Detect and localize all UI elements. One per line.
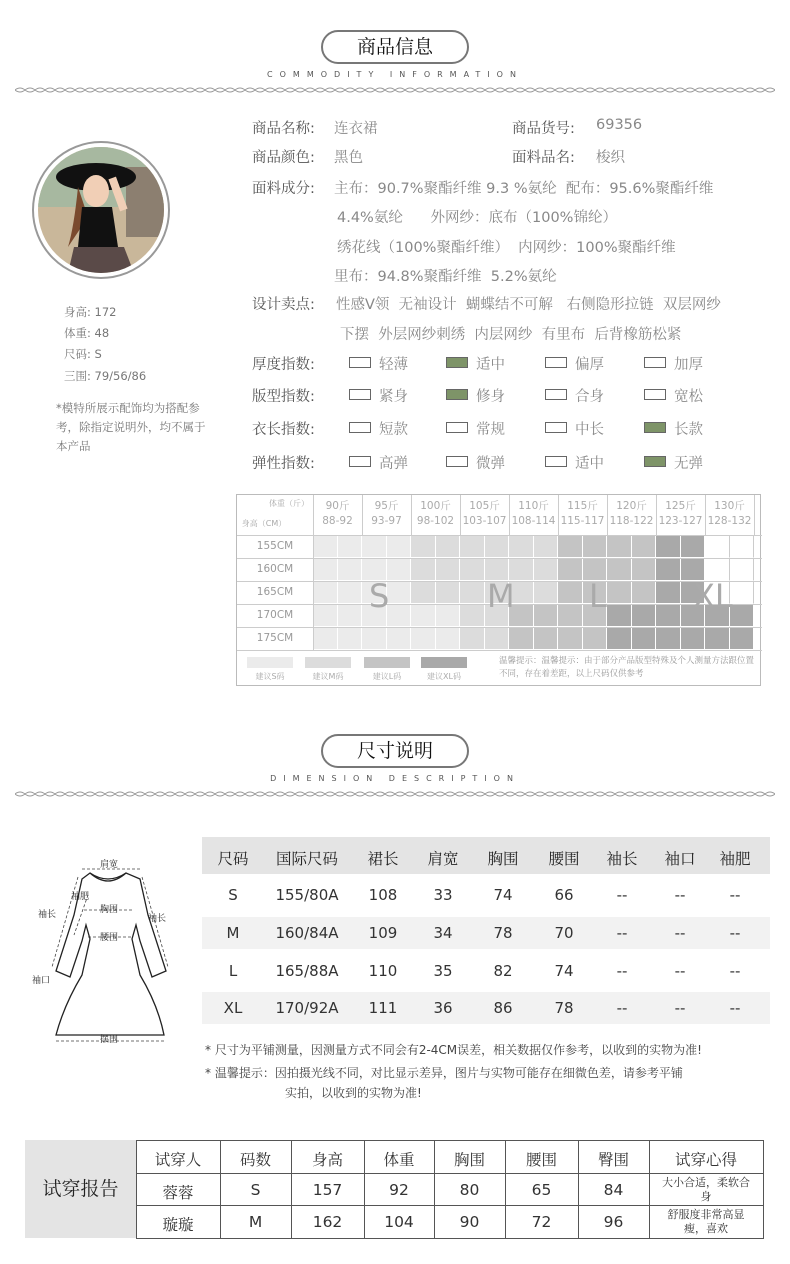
dimension-cell: --	[729, 962, 741, 980]
matrix-cell	[656, 535, 681, 558]
matrix-cell	[485, 535, 510, 558]
matrix-gridline	[237, 558, 762, 559]
matrix-cell	[387, 627, 412, 650]
matrix-cell	[656, 604, 681, 627]
trial-header-cell: 码数	[239, 1151, 271, 1169]
matrix-gridline	[237, 535, 762, 536]
matrix-gridline	[237, 650, 762, 651]
trial-cell: 72	[531, 1213, 552, 1231]
dimension-cell: --	[729, 886, 741, 904]
dimension-header-cell: 肩宽	[427, 850, 459, 868]
dimension-cell: --	[674, 962, 686, 980]
index-option: 轻薄	[379, 357, 408, 373]
matrix-cell	[338, 581, 363, 604]
dimension-header-cell: 胸围	[487, 850, 519, 868]
dimension-cell: 111	[368, 999, 398, 1017]
dimension-note: * 尺寸为平铺测量，因测量方式不同会有2-4CM误差，相关数据仅作参考，以收到的实物为准!	[205, 1043, 702, 1057]
trial-cell: 96	[603, 1213, 624, 1231]
trial-cell: 157	[312, 1181, 343, 1199]
matrix-cell	[656, 627, 681, 650]
matrix-weight-range: 118-122	[609, 515, 654, 527]
diagram-label-sleeve-right: 袖长	[148, 914, 167, 924]
matrix-cell	[632, 581, 657, 604]
dimension-note: * 温馨提示：因拍摄光线不同，对比显示差异，图片与实物可能存在细微色差，请参考平铺	[205, 1066, 683, 1080]
dimension-cell: 86	[493, 999, 513, 1017]
dimension-cell: --	[674, 886, 686, 904]
trial-cell: 蓉蓉	[162, 1184, 194, 1202]
matrix-legend-swatch	[364, 657, 410, 668]
matrix-cell	[607, 558, 632, 581]
matrix-cell	[460, 558, 485, 581]
design-line: 性感V领 无袖设计 蝴蝶结不可解 右侧隐形拉链 双层网纱	[336, 297, 721, 313]
matrix-tip: 温馨提示：温馨提示：由于部分产品版型特殊及个人测量方法跟位置不同，存在着差距，以上尺码仅供参考	[499, 656, 755, 679]
dimension-cell: --	[729, 924, 741, 942]
matrix-cell	[632, 535, 657, 558]
matrix-height-label: 165CM	[256, 586, 294, 598]
index-checkbox	[446, 456, 468, 467]
matrix-size-letter: L	[589, 577, 607, 615]
index-option: 中长	[575, 422, 604, 438]
index-option: 无弹	[674, 456, 703, 472]
matrix-cell	[681, 535, 706, 558]
matrix-cell	[534, 627, 559, 650]
matrix-cell	[411, 535, 436, 558]
dimension-cell: 82	[493, 962, 513, 980]
matrix-cell	[607, 581, 632, 604]
trial-cell: 80	[459, 1181, 480, 1199]
matrix-cell	[730, 535, 755, 558]
index-checkbox	[644, 456, 666, 467]
matrix-cell	[387, 535, 412, 558]
section-title-dimension: 尺寸说明	[321, 734, 469, 768]
matrix-cell	[509, 627, 534, 650]
matrix-cell	[730, 558, 755, 581]
trial-report-title: 试穿报告	[25, 1140, 136, 1238]
matrix-weight-range: 115-117	[560, 515, 605, 527]
section-subtitle-dimension: DIMENSION DESCRIPTION	[270, 774, 520, 783]
trial-header-cell: 身高	[311, 1151, 343, 1169]
index-option: 适中	[575, 456, 604, 472]
matrix-weight-label: 120斤	[616, 500, 647, 512]
index-option: 紧身	[379, 389, 408, 405]
matrix-legend-label: 建议S码	[255, 672, 285, 681]
index-option: 适中	[476, 357, 505, 373]
matrix-cell	[534, 604, 559, 627]
matrix-size-letter: M	[487, 577, 515, 615]
diagram-label-waist: 腰围	[100, 933, 119, 943]
dimension-cell: 70	[554, 924, 574, 942]
model-size: 尺码: S	[64, 347, 102, 361]
section-title-commodity: 商品信息	[321, 30, 469, 64]
matrix-weight-range: 88-92	[322, 515, 353, 527]
matrix-cell	[558, 558, 583, 581]
fabric-value: 梭织	[596, 150, 625, 166]
matrix-weight-label: 130斤	[714, 500, 745, 512]
dimension-cell: 155/80A	[275, 886, 339, 904]
matrix-cell	[411, 604, 436, 627]
index-option: 宽松	[674, 389, 703, 405]
dimension-cell: 66	[554, 886, 574, 904]
matrix-weight-label: 115斤	[567, 500, 598, 512]
matrix-cell	[338, 535, 363, 558]
diagram-label-sleeve-left: 袖长	[38, 910, 57, 920]
matrix-cell	[485, 627, 510, 650]
trial-cell: 92	[389, 1181, 409, 1199]
index-option: 加厚	[674, 357, 703, 373]
index-label: 衣长指数:	[252, 422, 315, 438]
index-label: 厚度指数:	[252, 357, 315, 373]
index-checkbox	[545, 422, 567, 433]
matrix-legend-swatch	[421, 657, 467, 668]
trial-header-cell: 腰围	[525, 1151, 557, 1169]
wave-divider	[15, 790, 775, 798]
trial-cell: 璇璇	[162, 1216, 194, 1234]
dimension-cell: --	[674, 924, 686, 942]
composition-line: 绣花线（100%聚酯纤维） 内网纱：100%聚酯纤维	[337, 240, 676, 256]
index-checkbox	[349, 357, 371, 368]
matrix-weight-label: 105斤	[469, 500, 500, 512]
matrix-weight-range: 123-127	[658, 515, 703, 527]
trial-gridline	[136, 1140, 764, 1141]
matrix-height-label: 175CM	[256, 632, 294, 644]
dimension-header-cell: 尺码	[217, 850, 249, 868]
composition-line: 里布：94.8%聚酯纤维 5.2%氨纶	[334, 269, 557, 285]
index-label: 版型指数:	[252, 389, 315, 405]
trial-cell: 65	[531, 1181, 552, 1199]
dimension-header-cell: 袖长	[606, 850, 638, 868]
matrix-cell	[436, 535, 461, 558]
dimension-header-cell: 腰围	[548, 850, 580, 868]
matrix-weight-range: 93-97	[371, 515, 402, 527]
matrix-cell	[411, 581, 436, 604]
matrix-cell	[656, 581, 681, 604]
composition-line: 4.4%氨纶 外网纱：底布（100%锦纶）	[337, 210, 617, 226]
index-checkbox	[644, 422, 666, 433]
matrix-cell	[558, 581, 583, 604]
index-option: 合身	[575, 389, 604, 405]
matrix-corner-bottom: 身高（CM）	[241, 519, 287, 528]
matrix-cell	[362, 535, 387, 558]
dimension-note: 实拍，以收到的实物为准!	[285, 1086, 422, 1100]
color-label: 商品颜色:	[252, 150, 315, 166]
dimension-cell: 78	[554, 999, 574, 1017]
matrix-cell	[730, 581, 755, 604]
trial-cell: 162	[312, 1213, 343, 1231]
matrix-legend-label: 建议L码	[372, 672, 402, 681]
index-option: 长款	[674, 422, 703, 438]
model-note: *模特所展示配饰均为搭配参考，除指定说明外，均不属于本产品	[56, 401, 206, 453]
matrix-size-letter: XL	[693, 577, 733, 615]
index-checkbox	[545, 357, 567, 368]
matrix-cell	[436, 604, 461, 627]
trial-gridline	[763, 1140, 764, 1238]
trial-header-cell: 试穿人	[154, 1151, 202, 1169]
matrix-cell	[411, 627, 436, 650]
dimension-cell: --	[729, 999, 741, 1017]
matrix-cell	[362, 627, 387, 650]
index-checkbox	[349, 389, 371, 400]
matrix-cell	[411, 558, 436, 581]
matrix-weight-label: 110斤	[518, 500, 549, 512]
dimension-cell: 35	[433, 962, 453, 980]
matrix-cell	[558, 627, 583, 650]
trial-cell: 104	[384, 1213, 414, 1231]
matrix-cell	[436, 581, 461, 604]
design-label: 设计卖点:	[252, 297, 315, 313]
trial-header-cell: 胸围	[453, 1151, 485, 1169]
matrix-cell	[460, 627, 485, 650]
matrix-cell	[387, 604, 412, 627]
dimension-cell: 34	[433, 924, 453, 942]
trial-cell: M	[248, 1213, 263, 1231]
matrix-cell	[387, 558, 412, 581]
matrix-gridline	[754, 495, 755, 535]
index-option: 高弹	[379, 456, 408, 472]
matrix-weight-label: 95斤	[374, 500, 399, 512]
matrix-height-label: 170CM	[256, 609, 294, 621]
fabric-label: 面料品名:	[512, 150, 575, 166]
dimension-cell: --	[674, 999, 686, 1017]
dimension-cell: --	[616, 924, 628, 942]
dimension-cell: 165/88A	[275, 962, 339, 980]
model-height: 身高: 172	[64, 305, 117, 319]
matrix-cell	[632, 558, 657, 581]
index-checkbox	[644, 357, 666, 368]
index-label: 弹性指数:	[252, 456, 315, 472]
trial-header-cell: 体重	[383, 1151, 415, 1169]
matrix-cell	[313, 581, 338, 604]
trial-cell: 舒服度非常高显瘦，喜欢	[667, 1208, 745, 1236]
dimension-header-cell: 袖口	[664, 850, 696, 868]
matrix-cell	[313, 627, 338, 650]
matrix-cell	[313, 604, 338, 627]
matrix-cell	[607, 627, 632, 650]
matrix-cell	[730, 604, 755, 627]
index-option: 短款	[379, 422, 408, 438]
index-option: 微弹	[476, 456, 505, 472]
matrix-cell	[705, 535, 730, 558]
name-label: 商品名称:	[252, 121, 315, 137]
dimension-cell: --	[616, 886, 628, 904]
trial-header-cell: 试穿心得	[674, 1151, 737, 1169]
matrix-height-label: 160CM	[256, 563, 294, 575]
matrix-weight-range: 108-114	[511, 515, 556, 527]
matrix-cell	[632, 604, 657, 627]
index-option: 偏厚	[575, 357, 604, 373]
matrix-weight-label: 100斤	[420, 500, 451, 512]
matrix-corner-top: 体重（斤）	[269, 499, 309, 508]
section-subtitle-commodity: COMMODITY INFORMATION	[267, 70, 523, 79]
matrix-weight-label: 125斤	[665, 500, 696, 512]
dimension-cell: --	[616, 999, 628, 1017]
matrix-cell	[583, 627, 608, 650]
matrix-cell	[460, 604, 485, 627]
index-checkbox	[545, 389, 567, 400]
dimension-cell: L	[228, 962, 238, 980]
dimension-cell: 170/92A	[275, 999, 339, 1017]
sku-value: 69356	[596, 117, 643, 133]
dimension-cell: 36	[433, 999, 453, 1017]
diagram-label-cuff: 袖口	[32, 976, 51, 986]
matrix-cell	[583, 535, 608, 558]
index-option: 修身	[476, 389, 505, 405]
trial-cell: 大小合适，柔软合身	[662, 1176, 750, 1204]
matrix-cell	[509, 535, 534, 558]
trial-cell: 84	[603, 1181, 624, 1199]
matrix-cell	[460, 535, 485, 558]
index-checkbox	[349, 422, 371, 433]
matrix-cell	[534, 581, 559, 604]
matrix-cell	[607, 604, 632, 627]
trial-header-cell: 臀围	[597, 1151, 629, 1169]
matrix-cell	[460, 581, 485, 604]
dimension-header-cell: 国际尺码	[275, 850, 338, 868]
size-matrix	[236, 494, 761, 686]
matrix-cell	[558, 535, 583, 558]
index-checkbox	[644, 389, 666, 400]
matrix-cell	[338, 604, 363, 627]
model-avatar	[32, 141, 170, 279]
dimension-cell: 74	[554, 962, 574, 980]
matrix-cell	[656, 558, 681, 581]
sku-label: 商品货号:	[512, 121, 575, 137]
trial-cell: 90	[459, 1213, 480, 1231]
matrix-legend-swatch	[247, 657, 293, 668]
matrix-cell	[313, 558, 338, 581]
matrix-cell	[436, 558, 461, 581]
color-value: 黑色	[334, 150, 363, 166]
matrix-legend-label: 建议M码	[312, 672, 344, 681]
index-checkbox	[446, 389, 468, 400]
dimension-cell: 108	[368, 886, 398, 904]
matrix-cell	[632, 627, 657, 650]
trial-gridline	[136, 1238, 764, 1239]
matrix-weight-range: 103-107	[462, 515, 507, 527]
matrix-legend-swatch	[305, 657, 351, 668]
trial-gridline	[136, 1173, 764, 1174]
diagram-label-chest: 胸围	[100, 905, 119, 915]
matrix-cell	[534, 535, 559, 558]
matrix-weight-label: 90斤	[325, 500, 350, 512]
matrix-cell	[534, 558, 559, 581]
matrix-cell	[338, 558, 363, 581]
matrix-legend-label: 建议XL码	[427, 672, 461, 681]
matrix-cell	[387, 581, 412, 604]
index-checkbox	[545, 456, 567, 467]
dimension-header-cell: 袖肥	[719, 850, 751, 868]
dress-diagram	[28, 855, 188, 1050]
model-measure: 三围: 79/56/86	[64, 369, 147, 383]
matrix-cell	[558, 604, 583, 627]
wave-divider	[15, 86, 775, 94]
matrix-cell	[681, 627, 706, 650]
matrix-cell	[705, 627, 730, 650]
dimension-cell: S	[228, 886, 238, 904]
matrix-cell	[607, 535, 632, 558]
model-weight: 体重: 48	[64, 326, 110, 340]
dimension-cell: 110	[368, 962, 398, 980]
index-option: 常规	[476, 422, 505, 438]
matrix-gridline	[237, 627, 762, 628]
diagram-label-armhole: 袖肥	[71, 892, 90, 902]
trial-cell: S	[250, 1181, 261, 1199]
matrix-weight-range: 128-132	[707, 515, 752, 527]
index-checkbox	[446, 357, 468, 368]
matrix-size-letter: S	[369, 577, 390, 615]
matrix-cell	[338, 627, 363, 650]
index-checkbox	[446, 422, 468, 433]
dimension-cell: 109	[368, 924, 398, 942]
dimension-cell: 160/84A	[275, 924, 339, 942]
dimension-cell: 74	[493, 886, 513, 904]
design-line: 下摆 外层网纱刺绣 内层网纱 有里布 后背橡筋松紧	[340, 327, 682, 343]
composition-line: 主布：90.7%聚酯纤维 9.3 %氨纶 配布：95.6%聚酯纤维	[334, 181, 714, 197]
name-value: 连衣裙	[334, 121, 378, 137]
matrix-cell	[436, 627, 461, 650]
matrix-height-label: 155CM	[256, 540, 294, 552]
index-checkbox	[349, 456, 371, 467]
diagram-label-hem: 摆围	[100, 1035, 119, 1045]
matrix-cell	[730, 627, 755, 650]
diagram-label-shoulder: 肩宽	[100, 860, 119, 870]
dimension-cell: XL	[223, 999, 243, 1017]
composition-label: 面料成分:	[252, 181, 315, 197]
dimension-cell: --	[616, 962, 628, 980]
matrix-weight-range: 98-102	[416, 515, 455, 527]
matrix-cell	[313, 535, 338, 558]
dimension-cell: 78	[493, 924, 513, 942]
trial-gridline	[136, 1205, 764, 1206]
dimension-header-cell: 裙长	[367, 850, 399, 868]
dimension-cell: 33	[433, 886, 453, 904]
dimension-cell: M	[226, 924, 240, 942]
